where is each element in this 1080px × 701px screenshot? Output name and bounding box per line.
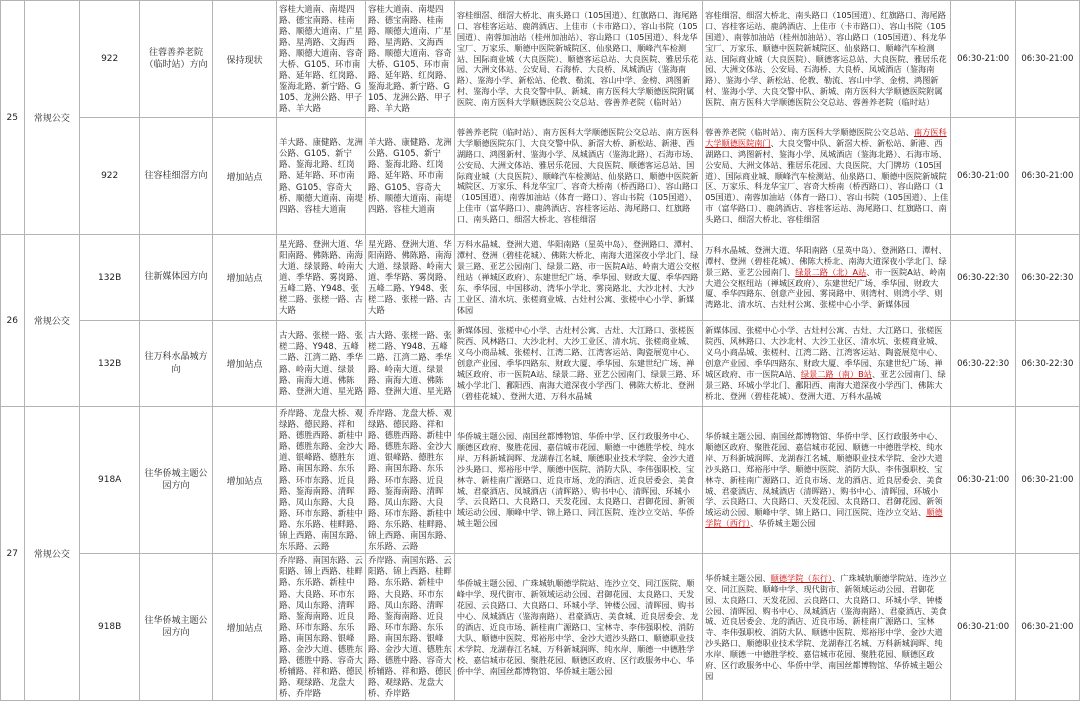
added-stop: 南方医科大学顺德医院南门 bbox=[705, 126, 947, 148]
direction: 往华侨城主题公园方向 bbox=[140, 407, 213, 554]
stops-after-text: 万科水晶城、登洲大道、华阳南路（星英中岛）、登洲路口、潭村、潭村、登洲（碧桂花城）、佛陈大桥北、南海大道深夜小学北门、绿景三路、亚艺公园南门、 bbox=[705, 244, 947, 277]
stops-after bbox=[703, 1, 951, 118]
time-after: 06:30-22:30 bbox=[1015, 321, 1079, 407]
roads-before: 乔岸路、南国东路、云阳路、锦上西路、桂畔路、东乐路、新桂中路、大良路、环市东路、凤山东路、清晖路、鉴海南路、近良路、环市东路、东乐路、南国东路、银峰路、金沙大道、德胜东路、德胜中路、容奇大桥辅路、祥和路、德民路、观绿路、龙盘大桥、乔岸路 bbox=[277, 554, 366, 701]
stops-after-text: 容桂细滘、细滘大桥北、南头路口（105国道）、红旗路口、海尾路口、容桂客运站、鹿鸽酒店、上佳市（卡市路口）、容山书院（105国道）、南蓉加油站（桂州加油站）、容山路口（105国道）、科龙华宝厂、万家乐、顺德中医院新城院区、仙泉路口、顺峰汽车检测站、国际商业城（大良医院）、顺德客运总站、大良医院、雅居乐花园、大洲文体站、公安局、石海桥、大良桥、凤城酒店（鉴海南路）、鉴海小学、新松站、伦教、勒流、容山中学、金榜、鸿图新村、鉴海小学、大良交警中队、新城、南方医科大学顺德医院附属医院、南方医科大学顺德医院公交总站、蓉善养老院（临时站） bbox=[705, 9, 947, 108]
group-number: 27 bbox=[1, 407, 25, 701]
roads-after: 容桂大道南、南堤四路、德宝南路、桂南路、顺德大道南、广星路、星湾路、文海西路、顺德大道南、容奇大桥、G105、环市南路、延年路、红岗路、鉴海北路、新宁路、G105、龙洲公路、甲子路、羊大路 bbox=[365, 1, 454, 118]
roads-after: 星光路、登洲大道、华阳南路、佛陈路、南海大道、绿景路、岭南大道、季华路、雾岗路、五峰二路、Y948、张槎二路、张槎一路、古大路 bbox=[365, 235, 454, 321]
stops-before: 新媒体园、张槎中心小学、古灶村公寓、古灶、大江路口、张槎医院西、风林路口、大沙北村、大沙工业区、清水坑、张槎商业城、义乌小商品城、张槎村、江湾二路、江湾客运站、陶瓷展览中心、创意产业园、季华四路东、财政大厦、季华园、东建世纪广场、禅城区政府、市一医院A站、绿景二路、亚艺公园南门、绿景三路、环城小学北门、鄱阳西、南海大道深夜小学西门、佛陈大桥北、登洲（碧桂花城）、登洲大道、万科水晶城 bbox=[454, 321, 702, 407]
table-row bbox=[1, 321, 1080, 407]
adjustment-type: 增加站点 bbox=[212, 554, 276, 701]
roads-before: 古大路、张槎一路、张槎二路、Y948、五峰二路、江湾二路、季华路、岭南大道、绿景路、南海大道、佛陈路、登洲大道、星光路 bbox=[277, 321, 366, 407]
stops-after bbox=[703, 407, 951, 554]
stops-after-tail: 、大良交警中队、新滘大桥、新松站、新港、西湖路口、鸿图新村、鉴海小学、凤城酒店（鉴海北路）、石海市场、公安局、大洲文体站、雅居乐花园、大良医院、大门牌坊（105国道）、国际商业城、顺峰汽车检测站、仙泉路口、顺德中医院新城院区、万家乐、科龙华宝厂、容奇大桥南（桥西路口）、容山路口（105国道）、南蓉加油站（体育一路口）、容山书院（105国道）、上佳市（富华路口）、鹿鸽酒店、容桂客运站、海尾路口、红旗路口、南头路口、细滘大桥北、容桂细滘 bbox=[705, 137, 949, 225]
group-number: 25 bbox=[1, 1, 25, 235]
stops-after bbox=[703, 321, 951, 407]
direction: 往容桂细滘方向 bbox=[140, 118, 213, 235]
table-row bbox=[1, 118, 1080, 235]
stops-after-text: 新媒体园、张槎中心小学、古灶村公寓、古灶、大江路口、张槎医院西、风林路口、大沙北村、大沙工业区、清水坑、张槎商业城、义乌小商品城、张槎村、江湾二路、江湾客运站、陶瓷展览中心、创意产业园、季华四路东、财政大厦、季华园、东建世纪广场、禅城区政府、市一医院A站、 bbox=[705, 325, 943, 379]
direction: 往新媒体园方向 bbox=[140, 235, 213, 321]
adjustment-type: 增加站点 bbox=[212, 118, 276, 235]
time-before: 06:30-21:00 bbox=[951, 1, 1015, 118]
time-before: 06:30-21:00 bbox=[951, 118, 1015, 235]
time-after: 06:30-21:00 bbox=[1015, 1, 1079, 118]
service-type: 常规公交 bbox=[24, 235, 80, 407]
time-after: 06:30-22:30 bbox=[1015, 235, 1079, 321]
added-stop: 顺德学院（东行） bbox=[770, 572, 833, 583]
stops-after bbox=[703, 235, 951, 321]
stops-after-text: 蓉善养老院（临时站）、南方医科大学顺德医院公交总站、 bbox=[705, 126, 914, 137]
stops-before: 容桂细滘、细滘大桥北、南头路口（105国道）、红旗路口、海尾路口、容桂客运站、鹿鸽酒店、上佳市（卡市路口）、容山书院（105国道）、南蓉加油站（桂州加油站）、容山路口（105国道）、科龙华宝厂、万家乐、顺德中医院新城院区、仙泉路口、顺峰汽车检测站、国际商业城（大良医院）、顺德客运总站、大良医院、雅居乐花园、大洲文体站、公安局、石海桥、大良桥、凤城酒店（鉴海南路）、鉴海小学、新松站、伦教、勒流、容山中学、金榜、鸿图新村、鉴海小学、大良交警中队、新城、南方医科大学顺德医院附属医院、南方医科大学顺德医院公交总站、蓉善养老院（临时站） bbox=[454, 1, 702, 118]
time-before: 06:30-21:00 bbox=[951, 554, 1015, 701]
added-stop: 绿景二路（南）B站 bbox=[800, 368, 872, 379]
route-number: 132B bbox=[80, 321, 140, 407]
table-row bbox=[1, 235, 1080, 321]
roads-after: 古大路、张槎一路、张槎二路、Y948、五峰二路、江湾二路、季华路、岭南大道、绿景路、南海大道、佛陈路、登洲大道、星光路 bbox=[365, 321, 454, 407]
stops-after-tail: 、亚艺公园南门、绿景三路、环城小学北门、鄱阳西、南海大道深夜小学西门、佛陈大桥北、登洲（碧桂花城）、登洲大道、万科水晶城 bbox=[705, 368, 946, 401]
roads-before: 星光路、登洲大道、华阳南路、佛陈路、南海大道、绿景路、岭南大道、季华路、雾岗路、五峰二路、Y948、张槎二路、张槎一路、古大路 bbox=[277, 235, 366, 321]
adjustment-type: 增加站点 bbox=[212, 407, 276, 554]
group-number: 26 bbox=[1, 235, 25, 407]
route-number: 918A bbox=[80, 407, 140, 554]
table-row bbox=[1, 1, 1080, 118]
table-row bbox=[1, 554, 1080, 701]
stops-after-tail: 、华侨城主题公园 bbox=[750, 518, 816, 529]
stops-before: 万科水晶城、登洲大道、华阳南路（星英中岛）、登洲路口、潭村、潭村、登洲（碧桂花城）、佛陈大桥北、南海大道深夜小学北门、绿景三路、亚艺公园南门、绿景二路、市一医院A站、岭南大道公交枢纽站（禅城区政府）、东建世纪广场、季华园、财政大厦、季华四路东、季华园、中国移动、湾华小学北、雾岗路北、大沙北村、大沙工业区、清水坑、张槎商业城、古灶村公寓、张槎中心小学、新媒体园 bbox=[454, 235, 702, 321]
roads-after: 羊大路、康健路、龙洲公路、G105、新宁路、鉴海北路、红岗路、延年路、环市南路、G105、容奇大桥、顺德大道南、南堤四路、容桂大道南 bbox=[365, 118, 454, 235]
adjustment-type: 保持现状 bbox=[212, 1, 276, 118]
roads-after: 乔岸路、龙盘大桥、观绿路、德民路、祥和路、德胜西路、新桂中路、德胜东路、金沙大道、银峰路、德胜东路、南国东路、东乐路、环市东路、近良路、鉴海南路、清晖路、凤山东路、大良路、环市东路、新桂中路、东乐路、桂畔路、锦上西路、南国东路、东乐路、云路 bbox=[365, 407, 454, 554]
stops-before: 华侨城主题公园、广珠城轨顺德学院站、连沙立交、同江医院、顺峰中学、现代街市、新领域运动公园、君御花园、太良路口、天发花园、云良路口、大良路口、环城小学、钟楼公园、清晖园、购书中心、凤城酒店（鉴海南路）、君豪酒店、美食城、近良居委会、龙的酒店、近良市场、新桂南广源路口、宝林寺、李伟强职校、消防大队、顺德中医院、郑裕彤中学、金沙大道沙头路口、顺德职业技术学院、龙湖春江名城、万科新城润晖、纯水岸、顺德一中德胜学校、嘉信城市花园、聚胜花园、顺德区政府、区行政服务中心、华侨中学、南国丝都博物馆、华侨城主题公园 bbox=[454, 554, 702, 701]
roads-before: 容桂大道南、南堤四路、德宝南路、桂南路、顺德大道南、广星路、星湾路、文海西路、顺德大道南、容奇大桥、G105、环市南路、延年路、红岗路、鉴海北路、新宁路、G105、龙洲公路、甲子路、羊大路 bbox=[277, 1, 366, 118]
direction: 往万科水晶城方向 bbox=[140, 321, 213, 407]
added-stop: 顺德学院（西行） bbox=[705, 507, 943, 529]
adjustment-type: 增加站点 bbox=[212, 235, 276, 321]
roads-before: 羊大路、康健路、龙洲公路、G105、新宁路、鉴海北路、红岗路、延年路、环市南路、G105、容奇大桥、顺德大道南、南堤四路、容桂大道南 bbox=[277, 118, 366, 235]
roads-after: 乔岸路、南国东路、云阳路、锦上西路、桂畔路、东乐路、新桂中路、大良路、环市东路、凤山东路、清晖路、鉴海南路、近良路、环市东路、东乐路、南国东路、银峰路、金沙大道、德胜东路、德胜中路、容奇大桥辅路、祥和路、德民路、观绿路、龙盘大桥、乔岸路 bbox=[365, 554, 454, 701]
stops-after-tail: 、市一医院A站、岭南大道公交枢纽站（禅城区政府）、东建世纪广场、季华园、财政大厦、季华四路东、创意产业园、雾岗路中、则湾村、则湾小学、则湾路北、清水坑、古灶村公寓、张槎中心小学、新媒体园 bbox=[705, 266, 946, 310]
stops-after bbox=[703, 118, 951, 235]
route-number: 922 bbox=[80, 1, 140, 118]
adjustment-type: 增加站点 bbox=[212, 321, 276, 407]
stops-after bbox=[703, 554, 951, 701]
route-number: 132B bbox=[80, 235, 140, 321]
direction: 往华侨城主题公园方向 bbox=[140, 554, 213, 701]
time-after: 06:30-21:00 bbox=[1015, 118, 1079, 235]
time-after: 06:30-21:00 bbox=[1015, 554, 1079, 701]
route-number: 918B bbox=[80, 554, 140, 701]
time-after: 06:30-21:00 bbox=[1015, 407, 1079, 554]
table-row bbox=[1, 407, 1080, 554]
time-before: 06:30-21:00 bbox=[951, 407, 1015, 554]
added-stop: 绿景二路（北）A站 bbox=[795, 266, 867, 277]
service-type: 常规公交 bbox=[24, 1, 80, 235]
stops-before: 蓉善养老院（临时站）、南方医科大学顺德医院公交总站、南方医科大学顺德医院东门、大良交警中队、新滘大桥、新松站、新港、西湖路口、鸿图新村、鉴海小学、凤城酒店（鉴海北路）、石海市场、公安局、大洲文体站、雅居乐花园、大良医院、顺德客运总站、国际商业城（大良医院）、顺峰汽车检测站、仙泉路口、顺德中医院新城院区、万家乐、科龙华宝厂、容奇大桥南（桥西路口）、容山路口（105国道）、南蓉加油站（体育一路口）、容山书院（105国道）、上佳市（富华路口）、鹿鸽酒店、容桂客运站、海尾路口、红旗路口、南头路口、细滘大桥北、容桂细滘 bbox=[454, 118, 702, 235]
stops-after-text: 华侨城主题公园、 bbox=[705, 572, 771, 583]
service-type: 常规公交 bbox=[24, 407, 80, 701]
time-before: 06:30-22:30 bbox=[951, 321, 1015, 407]
stops-after-tail: 、广珠城轨顺德学院站、连沙立交、同江医院、顺峰中学、现代街市、新领域运动公园、君御花园、太良路口、天发花园、云良路口、大良路口、环城小学、钟楼公园、清晖园、购书中心、凤城酒店（鉴海南路）、君豪酒店、美食城、近良居委会、龙的酒店、近良市场、新桂南广源路口、宝林寺、李伟强职校、消防大队、顺德中医院、郑裕彤中学、金沙大道沙头路口、顺德职业技术学院、龙湖春江名城、万科新城润晖、纯水岸、顺德一中德胜学校、嘉信城市花园、聚胜花园、顺德区政府、区行政服务中心、华侨中学、南国丝都博物馆、华侨城主题公园 bbox=[705, 572, 947, 681]
stops-before: 华侨城主题公园、南国丝都博物馆、华侨中学、区行政服务中心、顺德区政府、聚胜花园、嘉信城市花园、顺德一中德胜学校、纯水岸、万科新城润晖、龙湖春江名城、顺德职业技术学院、金沙大道沙头路口、郑裕彤中学、顺德中医院、消防大队、李伟强职校、宝林寺、新桂南广源路口、近良市场、龙的酒店、近良居委会、美食城、君豪酒店、凤城酒店（清晖路）、购书中心、清晖园、环城小学、云良路口、大良路口、天发花园、太良路口、君御花园、新领域运动公园、顺峰中学、锦上路口、同江医院、连沙立交站、华侨城主题公园 bbox=[454, 407, 702, 554]
route-number: 922 bbox=[80, 118, 140, 235]
direction: 往蓉善养老院（临时站）方向 bbox=[140, 1, 213, 118]
roads-before: 乔岸路、龙盘大桥、观绿路、德民路、祥和路、德胜西路、新桂中路、德胜东路、金沙大道、银峰路、德胜东路、南国东路、东乐路、环市东路、近良路、鉴海南路、清晖路、凤山东路、大良路、环市东路、新桂中路、东乐路、桂畔路、锦上西路、南国东路、东乐路、云路 bbox=[277, 407, 366, 554]
time-before: 06:30-22:30 bbox=[951, 235, 1015, 321]
stops-after-text: 华侨城主题公园、南国丝都博物馆、华侨中学、区行政服务中心、顺德区政府、聚胜花园、嘉信城市花园、顺德一中德胜学校、纯水岸、万科新城润晖、龙湖春江名城、顺德职业技术学院、金沙大道沙头路口、郑裕彤中学、顺德中医院、消防大队、李伟强职校、宝林寺、新桂南广源路口、近良市场、龙的酒店、近良居委会、美食城、君豪酒店、凤城酒店（清晖路）、购书中心、清晖园、环城小学、云良路口、大良路口、天发花园、太良路口、君御花园、新领域运动公园、顺峰中学、锦上路口、同江医院、连沙立交站、 bbox=[705, 431, 943, 518]
